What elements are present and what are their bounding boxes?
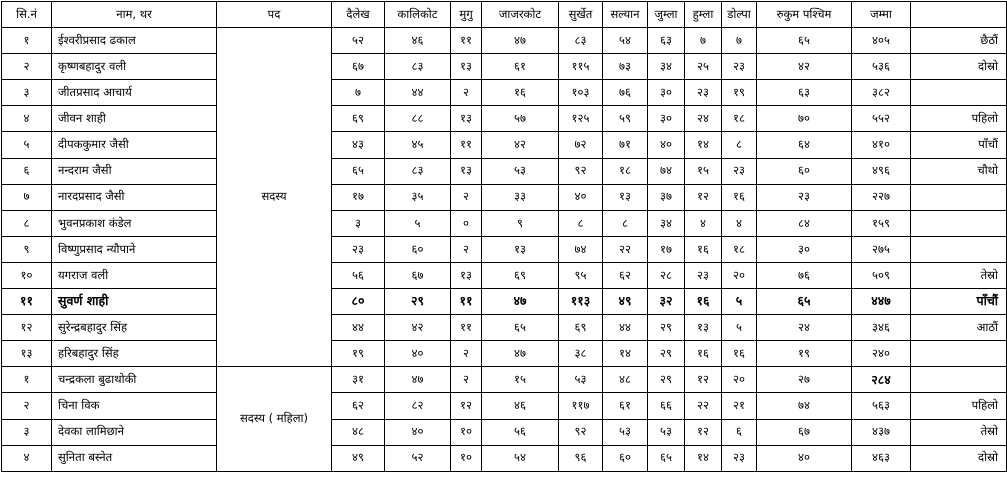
district-vote-cell: ६०	[603, 445, 648, 471]
column-header: मुगु	[451, 2, 482, 28]
serial-number-cell: १	[2, 28, 52, 54]
rank-cell: पहिलो	[911, 106, 1007, 132]
district-vote-cell: ११	[451, 289, 482, 315]
total-cell: ४४७	[852, 289, 911, 315]
district-vote-cell: २	[451, 184, 482, 210]
candidate-name-cell: सुवर्ण शाही	[52, 289, 217, 315]
district-vote-cell: ६६	[648, 393, 685, 419]
district-vote-cell: १६	[685, 289, 722, 315]
district-vote-cell: ३१	[332, 367, 385, 393]
district-vote-cell: ३५	[385, 184, 451, 210]
district-vote-cell: २३	[332, 236, 385, 262]
district-vote-cell: ६३	[648, 28, 685, 54]
candidate-name-cell: दीपककुमार जैसी	[52, 132, 217, 158]
table-row	[2, 158, 1007, 184]
district-vote-cell: ५	[385, 210, 451, 236]
total-cell: ५३६	[852, 54, 911, 80]
district-vote-cell: १३	[451, 106, 482, 132]
candidate-name-cell: ईश्वरीप्रसाद ढकाल	[52, 28, 217, 54]
district-vote-cell: ८२	[385, 393, 451, 419]
district-vote-cell: १२	[685, 419, 722, 445]
district-vote-cell: १६	[685, 236, 722, 262]
table-row	[2, 106, 1007, 132]
table-row	[2, 80, 1007, 106]
district-vote-cell: ६१	[482, 54, 559, 80]
serial-number-cell: ५	[2, 132, 52, 158]
serial-number-cell: १२	[2, 315, 52, 341]
district-vote-cell: ४६	[385, 28, 451, 54]
district-vote-cell: ६९	[482, 262, 559, 288]
candidate-name-cell: सुनिता बस्नेत	[52, 445, 217, 471]
district-vote-cell: ५३	[482, 158, 559, 184]
column-header: जाजरकोट	[482, 2, 559, 28]
rank-cell: तेस्रो	[911, 262, 1007, 288]
serial-number-cell: १०	[2, 262, 52, 288]
district-vote-cell: २९	[648, 367, 685, 393]
header-row	[2, 2, 1007, 28]
district-vote-cell: ११	[451, 315, 482, 341]
candidate-name-cell: नारदप्रसाद जैसी	[52, 184, 217, 210]
column-header: डोल्पा	[722, 2, 757, 28]
total-cell: ५६३	[852, 393, 911, 419]
serial-number-cell: ६	[2, 158, 52, 184]
district-vote-cell: २९	[648, 341, 685, 367]
district-vote-cell: ४८	[332, 419, 385, 445]
district-vote-cell: १९	[722, 80, 757, 106]
table-row	[2, 262, 1007, 288]
district-vote-cell: ५४	[603, 28, 648, 54]
district-vote-cell: २९	[385, 289, 451, 315]
district-vote-cell: २३	[685, 80, 722, 106]
serial-number-cell: २	[2, 393, 52, 419]
table-row	[2, 341, 1007, 367]
district-vote-cell: २३	[722, 158, 757, 184]
district-vote-cell: ४	[685, 210, 722, 236]
total-cell: ३४६	[852, 315, 911, 341]
district-vote-cell: ११७	[559, 393, 603, 419]
rank-cell	[911, 367, 1007, 393]
district-vote-cell: ७	[722, 28, 757, 54]
district-vote-cell: २१	[722, 393, 757, 419]
district-vote-cell: ४०	[559, 184, 603, 210]
district-vote-cell: २३	[685, 262, 722, 288]
district-vote-cell: ६३	[757, 80, 852, 106]
district-vote-cell: ७०	[757, 106, 852, 132]
table-row	[2, 132, 1007, 158]
column-header: सल्यान	[603, 2, 648, 28]
district-vote-cell: ८०	[332, 289, 385, 315]
column-header: रुकुम पश्चिम	[757, 2, 852, 28]
serial-number-cell: ९	[2, 236, 52, 262]
district-vote-cell: ७३	[603, 54, 648, 80]
column-header	[911, 2, 1007, 28]
district-vote-cell: ६७	[385, 262, 451, 288]
district-vote-cell: १४	[685, 132, 722, 158]
district-vote-cell: १२	[685, 184, 722, 210]
district-vote-cell: ९६	[559, 445, 603, 471]
district-vote-cell: २५	[685, 54, 722, 80]
district-vote-cell: ८८	[385, 106, 451, 132]
district-vote-cell: ९२	[559, 158, 603, 184]
results-table	[1, 1, 1007, 472]
district-vote-cell: ४७	[482, 28, 559, 54]
district-vote-cell: १८	[603, 158, 648, 184]
district-vote-cell: ६५	[757, 28, 852, 54]
district-vote-cell: ७६	[603, 80, 648, 106]
district-vote-cell: ११	[451, 132, 482, 158]
table-row	[2, 315, 1007, 341]
district-vote-cell: १९	[757, 341, 852, 367]
district-vote-cell: ८३	[559, 28, 603, 54]
district-vote-cell: १५	[482, 367, 559, 393]
district-vote-cell: १५	[685, 158, 722, 184]
district-vote-cell: ८	[722, 132, 757, 158]
district-vote-cell: २०	[722, 367, 757, 393]
district-vote-cell: २	[451, 341, 482, 367]
district-vote-cell: ५४	[482, 445, 559, 471]
serial-number-cell: ४	[2, 106, 52, 132]
rank-cell: पाँचौं	[911, 289, 1007, 315]
district-vote-cell: ७	[332, 80, 385, 106]
district-vote-cell: २०	[722, 262, 757, 288]
district-vote-cell: ४७	[385, 367, 451, 393]
column-header: जुम्ला	[648, 2, 685, 28]
district-vote-cell: ४९	[332, 445, 385, 471]
district-vote-cell: १३	[603, 184, 648, 210]
district-vote-cell: ११३	[559, 289, 603, 315]
district-vote-cell: १२	[451, 393, 482, 419]
serial-number-cell: १३	[2, 341, 52, 367]
district-vote-cell: १७	[648, 236, 685, 262]
serial-number-cell: ८	[2, 210, 52, 236]
district-vote-cell: ७६	[757, 262, 852, 288]
district-vote-cell: ८	[559, 210, 603, 236]
total-cell: ४१०	[852, 132, 911, 158]
district-vote-cell: ४५	[385, 132, 451, 158]
district-vote-cell: ३८	[559, 341, 603, 367]
candidate-name-cell: विष्णुप्रसाद न्यौपाने	[52, 236, 217, 262]
post-cell: सदस्य ( महिला)	[217, 367, 332, 471]
candidate-name-cell: हरिबहादुर सिंह	[52, 341, 217, 367]
total-cell: १५९	[852, 210, 911, 236]
district-vote-cell: ३	[332, 210, 385, 236]
district-vote-cell: १६	[482, 80, 559, 106]
district-vote-cell: ५६	[482, 419, 559, 445]
district-vote-cell: ६९	[332, 106, 385, 132]
district-vote-cell: ९५	[559, 262, 603, 288]
district-vote-cell: ४६	[482, 393, 559, 419]
district-vote-cell: ४४	[603, 315, 648, 341]
district-vote-cell: ४८	[603, 367, 648, 393]
district-vote-cell: ८३	[385, 158, 451, 184]
district-vote-cell: ७४	[648, 158, 685, 184]
table-row	[2, 289, 1007, 315]
total-cell: २८४	[852, 367, 911, 393]
district-vote-cell: ६०	[757, 158, 852, 184]
rank-cell: पाँचौं	[911, 132, 1007, 158]
district-vote-cell: १२५	[559, 106, 603, 132]
total-cell: ५०९	[852, 262, 911, 288]
district-vote-cell: ८३	[385, 54, 451, 80]
district-vote-cell: ३४	[648, 210, 685, 236]
district-vote-cell: २८	[648, 262, 685, 288]
candidate-name-cell: यगराज वली	[52, 262, 217, 288]
rank-cell: आठौं	[911, 315, 1007, 341]
column-header: सि.नं	[2, 2, 52, 28]
district-vote-cell: २३	[722, 445, 757, 471]
district-vote-cell: ४	[722, 210, 757, 236]
district-vote-cell: ३०	[648, 106, 685, 132]
rank-cell	[911, 210, 1007, 236]
district-vote-cell: २४	[685, 106, 722, 132]
district-vote-cell: १६	[685, 341, 722, 367]
rank-cell	[911, 341, 1007, 367]
table-row	[2, 236, 1007, 262]
district-vote-cell: १३	[451, 158, 482, 184]
candidate-name-cell: सुरेन्द्रबहादुर सिंह	[52, 315, 217, 341]
district-vote-cell: ४७	[482, 341, 559, 367]
rank-cell: दोस्रो	[911, 54, 1007, 80]
district-vote-cell: ६५	[332, 158, 385, 184]
candidate-name-cell: देवका लामिछाने	[52, 419, 217, 445]
district-vote-cell: ७४	[757, 393, 852, 419]
district-vote-cell: ४२	[482, 132, 559, 158]
table-row	[2, 54, 1007, 80]
rank-cell: छैठौं	[911, 28, 1007, 54]
district-vote-cell: ४२	[757, 54, 852, 80]
district-vote-cell: ६२	[603, 262, 648, 288]
district-vote-cell: १२	[685, 367, 722, 393]
post-cell: सदस्य	[217, 28, 332, 367]
total-cell: ५५२	[852, 106, 911, 132]
district-vote-cell: १०	[451, 445, 482, 471]
table-row	[2, 184, 1007, 210]
district-vote-cell: ७	[685, 28, 722, 54]
district-vote-cell: १६	[722, 184, 757, 210]
district-vote-cell: ६७	[757, 419, 852, 445]
district-vote-cell: ५६	[332, 262, 385, 288]
district-vote-cell: ४२	[385, 315, 451, 341]
district-vote-cell: ३४	[648, 54, 685, 80]
total-cell: ३८२	[852, 80, 911, 106]
district-vote-cell: ३२	[648, 289, 685, 315]
district-vote-cell: ३७	[648, 184, 685, 210]
district-vote-cell: १३	[482, 236, 559, 262]
district-vote-cell: ६५	[482, 315, 559, 341]
district-vote-cell: ४३	[332, 132, 385, 158]
column-header: हुम्ला	[685, 2, 722, 28]
total-cell: ४३७	[852, 419, 911, 445]
column-header: पद	[217, 2, 332, 28]
district-vote-cell: ६१	[603, 393, 648, 419]
total-cell: २७५	[852, 236, 911, 262]
district-vote-cell: १८	[722, 106, 757, 132]
district-vote-cell: ६५	[648, 445, 685, 471]
table-row	[2, 445, 1007, 471]
district-vote-cell: ४०	[385, 341, 451, 367]
district-vote-cell: १४	[603, 341, 648, 367]
district-vote-cell: ५	[722, 289, 757, 315]
district-vote-cell: २३	[722, 54, 757, 80]
district-vote-cell: ५	[722, 315, 757, 341]
district-vote-cell: ३०	[648, 80, 685, 106]
table-row	[2, 28, 1007, 54]
candidate-name-cell: चिना विक	[52, 393, 217, 419]
district-vote-cell: ६२	[332, 393, 385, 419]
district-vote-cell: ४०	[385, 419, 451, 445]
district-vote-cell: ९	[482, 210, 559, 236]
rank-cell	[911, 236, 1007, 262]
district-vote-cell: २४	[757, 315, 852, 341]
district-vote-cell: १३	[451, 262, 482, 288]
column-header: दैलेख	[332, 2, 385, 28]
district-vote-cell: ७४	[559, 236, 603, 262]
rank-cell	[911, 80, 1007, 106]
rank-cell: चौथो	[911, 158, 1007, 184]
total-cell: २४०	[852, 341, 911, 367]
district-vote-cell: ५७	[482, 106, 559, 132]
serial-number-cell: ७	[2, 184, 52, 210]
candidate-name-cell: जीवन शाही	[52, 106, 217, 132]
candidate-name-cell: चन्द्रकला बुढाथोकी	[52, 367, 217, 393]
table-row	[2, 367, 1007, 393]
district-vote-cell: ४९	[603, 289, 648, 315]
serial-number-cell: ३	[2, 80, 52, 106]
district-vote-cell: ४०	[757, 445, 852, 471]
district-vote-cell: ११५	[559, 54, 603, 80]
district-vote-cell: ७२	[559, 132, 603, 158]
column-header: कालिकोट	[385, 2, 451, 28]
candidate-name-cell: नन्दराम जैसी	[52, 158, 217, 184]
district-vote-cell: ६५	[757, 289, 852, 315]
serial-number-cell: ११	[2, 289, 52, 315]
district-vote-cell: ६९	[559, 315, 603, 341]
district-vote-cell: ३०	[757, 236, 852, 262]
district-vote-cell: २	[451, 367, 482, 393]
serial-number-cell: २	[2, 54, 52, 80]
rank-cell: तेस्रो	[911, 419, 1007, 445]
district-vote-cell: १०३	[559, 80, 603, 106]
district-vote-cell: ११	[451, 28, 482, 54]
district-vote-cell: ५३	[648, 419, 685, 445]
district-vote-cell: ५३	[603, 419, 648, 445]
district-vote-cell: १८	[722, 236, 757, 262]
candidate-name-cell: जीतप्रसाद आचार्य	[52, 80, 217, 106]
district-vote-cell: ९२	[559, 419, 603, 445]
serial-number-cell: ३	[2, 419, 52, 445]
district-vote-cell: ४४	[332, 315, 385, 341]
district-vote-cell: २९	[648, 315, 685, 341]
rank-cell: दोस्रो	[911, 445, 1007, 471]
district-vote-cell: २७	[757, 367, 852, 393]
district-vote-cell: ६०	[385, 236, 451, 262]
district-vote-cell: ५२	[385, 445, 451, 471]
district-vote-cell: २३	[757, 184, 852, 210]
column-header: सुर्खेत	[559, 2, 603, 28]
column-header: जम्मा	[852, 2, 911, 28]
district-vote-cell: २२	[603, 236, 648, 262]
district-vote-cell: ४७	[482, 289, 559, 315]
district-vote-cell: २	[451, 80, 482, 106]
total-cell: ४९६	[852, 158, 911, 184]
district-vote-cell: १९	[332, 341, 385, 367]
district-vote-cell: ६४	[757, 132, 852, 158]
district-vote-cell: १०	[451, 419, 482, 445]
candidate-name-cell: भुवनप्रकाश कंडेल	[52, 210, 217, 236]
district-vote-cell: ०	[451, 210, 482, 236]
rank-cell: पहिलो	[911, 393, 1007, 419]
candidate-name-cell: कृष्णबहादुर वली	[52, 54, 217, 80]
table-row	[2, 393, 1007, 419]
district-vote-cell: ८४	[757, 210, 852, 236]
total-cell: ४०५	[852, 28, 911, 54]
district-vote-cell: १७	[332, 184, 385, 210]
district-vote-cell: १३	[451, 54, 482, 80]
district-vote-cell: ५२	[332, 28, 385, 54]
district-vote-cell: २२	[685, 393, 722, 419]
district-vote-cell: ५३	[559, 367, 603, 393]
serial-number-cell: ४	[2, 445, 52, 471]
column-header: नाम, थर	[52, 2, 217, 28]
district-vote-cell: ३३	[482, 184, 559, 210]
district-vote-cell: ७१	[603, 132, 648, 158]
serial-number-cell: १	[2, 367, 52, 393]
district-vote-cell: ८	[603, 210, 648, 236]
district-vote-cell: ६	[722, 419, 757, 445]
district-vote-cell: ५९	[603, 106, 648, 132]
district-vote-cell: १४	[685, 445, 722, 471]
total-cell: ४६३	[852, 445, 911, 471]
table-row	[2, 210, 1007, 236]
district-vote-cell: ४४	[385, 80, 451, 106]
district-vote-cell: १३	[685, 315, 722, 341]
total-cell: २२७	[852, 184, 911, 210]
district-vote-cell: १६	[722, 341, 757, 367]
district-vote-cell: ४०	[648, 132, 685, 158]
district-vote-cell: ६७	[332, 54, 385, 80]
rank-cell	[911, 184, 1007, 210]
district-vote-cell: २	[451, 236, 482, 262]
table-row	[2, 419, 1007, 445]
